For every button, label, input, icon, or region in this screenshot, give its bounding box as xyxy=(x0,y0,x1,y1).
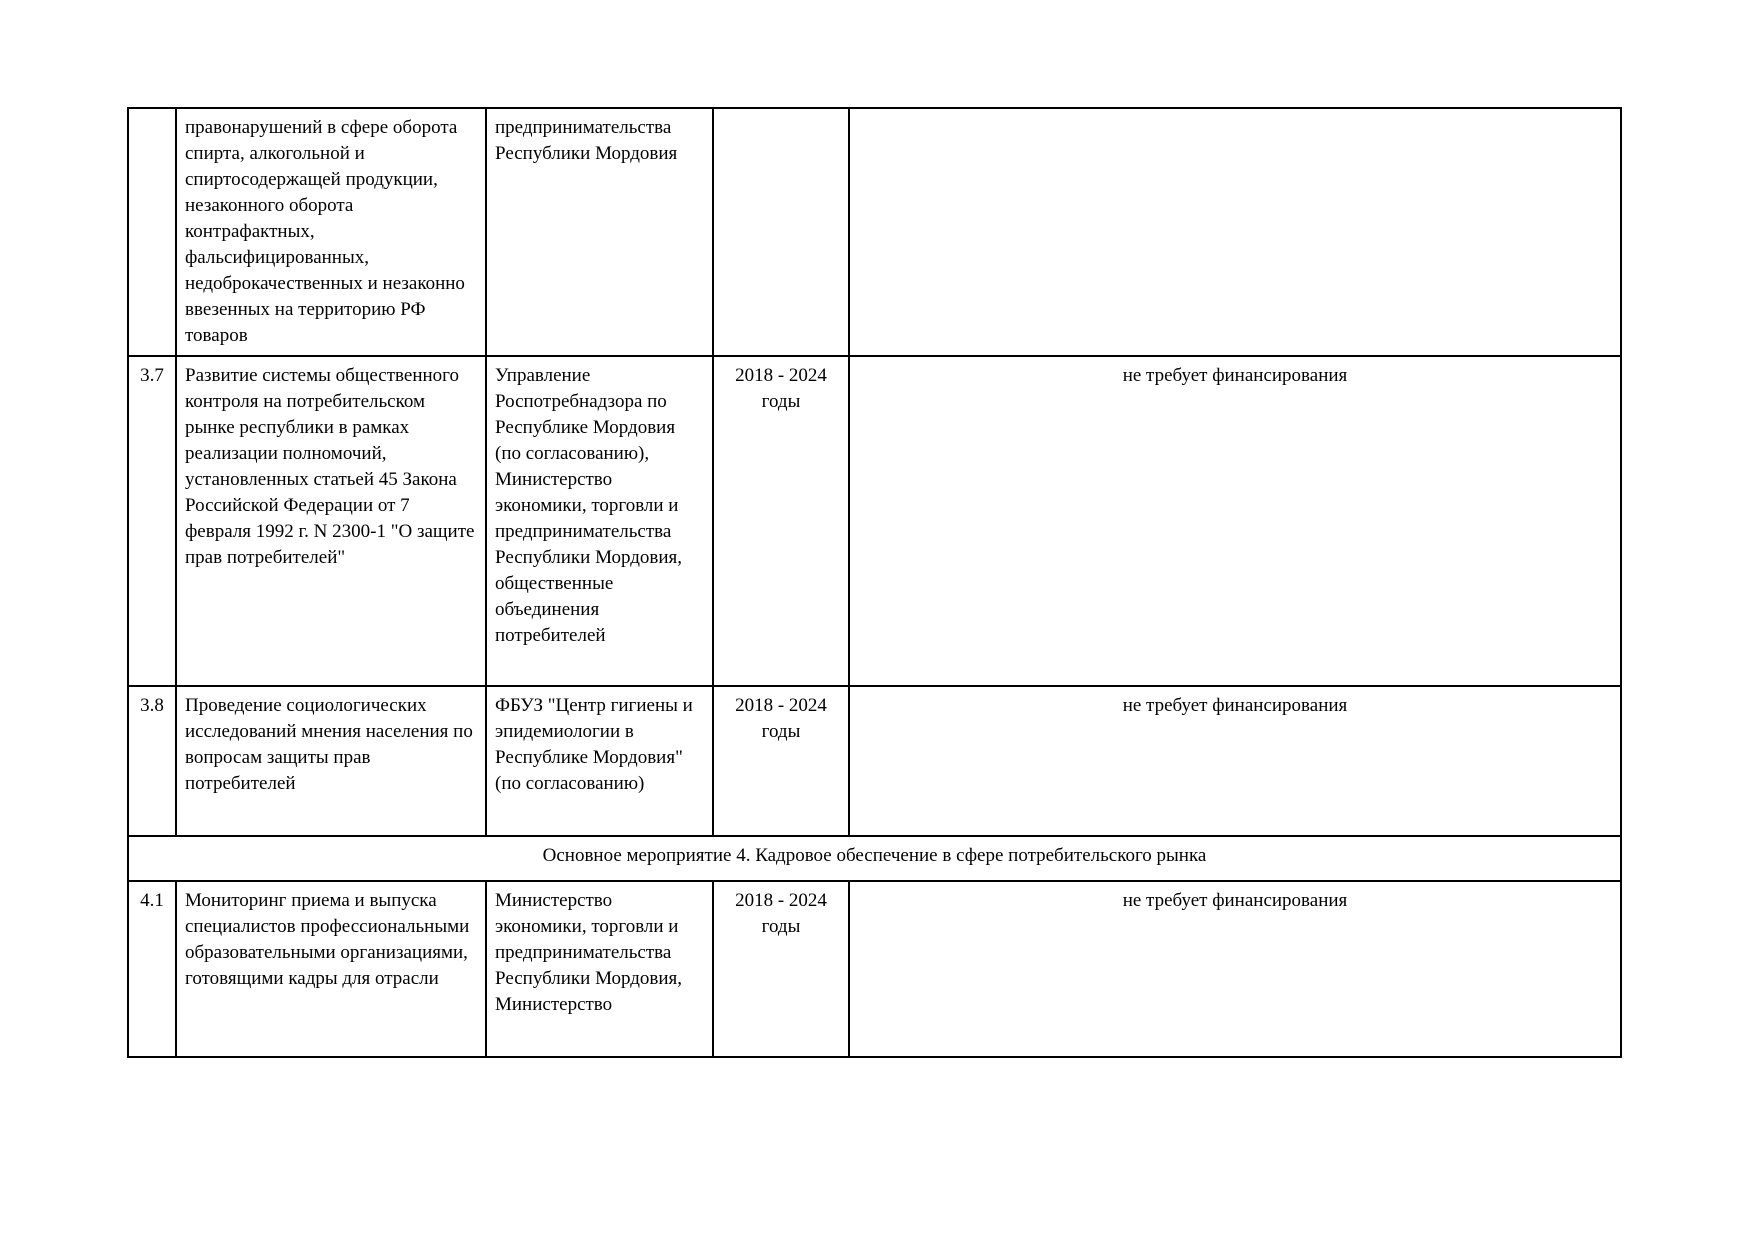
cell-responsible: Министерство экономики, торговли и предпринимательства Республики Мордовия, Министерство xyxy=(486,881,713,1057)
cell-number: 4.1 xyxy=(128,881,176,1057)
cell-responsible: ФБУЗ "Центр гигиены и эпидемиологии в Республике Мордовия" (по согласованию) xyxy=(486,686,713,836)
cell-financing xyxy=(849,108,1621,356)
table-row-3-8 xyxy=(128,686,1621,836)
cell-financing: не требует финансирования xyxy=(849,686,1621,836)
cell-description: Проведение социологических исследований мнения населения по вопросам защиты прав потребителей xyxy=(176,686,486,836)
cell-number: 3.7 xyxy=(128,356,176,686)
section-header-title: Основное мероприятие 4. Кадровое обеспечение в сфере потребительского рынка xyxy=(128,836,1621,881)
cell-description: правонарушений в сфере оборота спирта, алкогольной и спиртосодержащей продукции, незаконного оборота контрафактных, фальсифицированных, недоброкачественных и незаконно ввезенных на территорию РФ товаров xyxy=(176,108,486,356)
cell-period: 2018 - 2024 годы xyxy=(713,356,849,686)
table-row-continuation xyxy=(128,108,1621,356)
table-row-3-7 xyxy=(128,356,1621,686)
cell-responsible: Управление Роспотребнадзора по Республике Мордовия (по согласованию), Министерство экономики, торговли и предпринимательства Республики Мордовия, общественные объединения потребителей xyxy=(486,356,713,686)
cell-financing: не требует финансирования xyxy=(849,881,1621,1057)
cell-number: 3.8 xyxy=(128,686,176,836)
cell-period: 2018 - 2024 годы xyxy=(713,881,849,1057)
cell-description: Мониторинг приема и выпуска специалистов профессиональными образовательными организациями, готовящими кадры для отрасли xyxy=(176,881,486,1057)
section-header-row xyxy=(128,836,1621,881)
cell-period: 2018 - 2024 годы xyxy=(713,686,849,836)
cell-financing: не требует финансирования xyxy=(849,356,1621,686)
cell-responsible: предпринимательства Республики Мордовия xyxy=(486,108,713,356)
table-row-4-1 xyxy=(128,881,1621,1057)
cell-period xyxy=(713,108,849,356)
cell-description: Развитие системы общественного контроля на потребительском рынке республики в рамках реализации полномочий, установленных статьей 45 Закона Российской Федерации от 7 февраля 1992 г. N 2300-1 "О защите прав потребителей" xyxy=(176,356,486,686)
cell-number xyxy=(128,108,176,356)
program-measures-table xyxy=(127,107,1622,1058)
